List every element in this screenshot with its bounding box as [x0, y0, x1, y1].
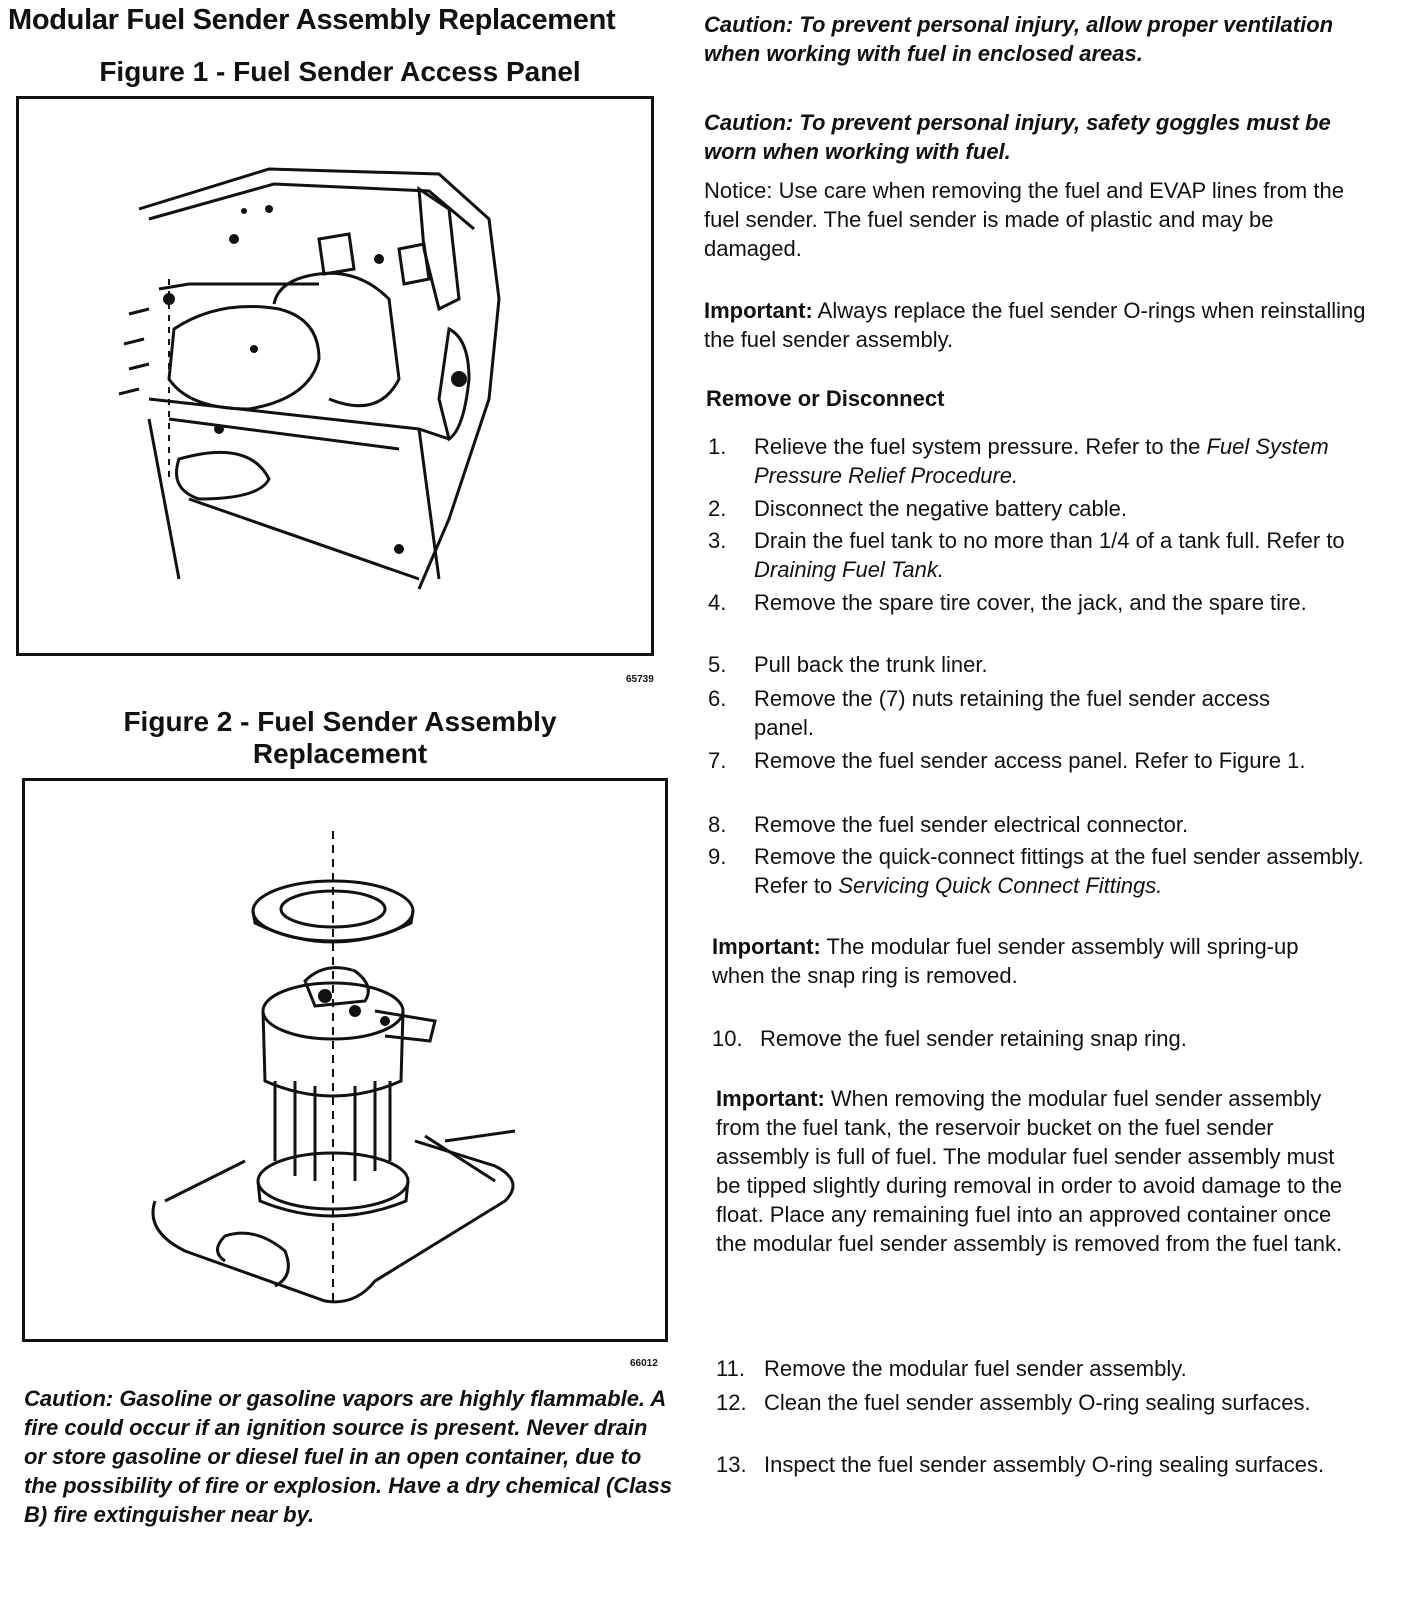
step-text: Relieve the fuel system pressure. Refer to the: [754, 434, 1207, 459]
step-number: 6.: [708, 686, 727, 711]
step-text: Remove the fuel sender retaining snap ring.: [760, 1026, 1187, 1051]
step-text: Remove the fuel sender electrical connector.: [754, 812, 1189, 837]
step-number: 9.: [708, 844, 727, 869]
step-text: Drain the fuel tank to no more than 1/4 of a tank full. Refer to: [754, 528, 1345, 553]
sender-assembly-drawing: [25, 781, 665, 1339]
step-number: 1.: [708, 434, 727, 459]
figure-1-title: Figure 1 - Fuel Sender Access Panel: [99, 56, 581, 87]
step-text: Remove the quick-connect fittings at the fuel sender assembly. Refer to: [754, 844, 1364, 898]
step-text: Clean the fuel sender assembly O-ring sealing surfaces.: [764, 1390, 1311, 1415]
step-number: 5.: [708, 652, 727, 677]
step-text: Pull back the trunk liner.: [754, 652, 988, 677]
important-orings: [704, 296, 1374, 354]
important-label: Important:: [704, 298, 813, 323]
step-reference: Draining Fuel Tank.: [754, 557, 944, 582]
step-text: Remove the fuel sender access panel. Refer to Figure 1.: [754, 748, 1306, 773]
figure-2-title-line1: Figure 2 - Fuel Sender Assembly: [123, 706, 557, 737]
step-text: Inspect the fuel sender assembly O-ring sealing surfaces.: [764, 1452, 1325, 1477]
important-text: Always replace the fuel sender O-rings when reinstalling the fuel sender assembly.: [704, 298, 1366, 352]
access-panel-drawing: [19, 99, 651, 653]
step-number: 8.: [708, 812, 727, 837]
document-title: Modular Fuel Sender Assembly Replacement: [8, 4, 616, 36]
important-text: When removing the modular fuel sender assembly from the fuel tank, the reservoir bucket on the fuel sender assembly is full of fuel. The modular fuel sender assembly must be tipped slightly during removal in order to avoid damage to the float. Place any remaining fuel into an approved container once the modular fuel sender assembly is removed from the fuel tank.: [716, 1086, 1343, 1256]
step-reference: Servicing Quick Connect Fittings.: [838, 873, 1163, 898]
step-number: 13.: [716, 1452, 747, 1477]
section-heading: Remove or Disconnect: [706, 386, 945, 411]
important-text: The modular fuel sender assembly will spring-up when the snap ring is removed.: [712, 934, 1299, 988]
figure-1-illustration: [16, 96, 654, 656]
step-reference: Fuel System Pressure Relief Procedure.: [754, 434, 1329, 488]
caution-gasoline: Caution: Gasoline or gasoline vapors are highly flammable. A fire could occur if an ignition source is present. Never drain or store gasoline or diesel fuel in an open container, due to the possibility of fire or explosion. Have a dry chemical (Class B) fire extinguisher near by.: [24, 1386, 672, 1527]
figure-2-title: [10, 706, 670, 770]
step-number: 4.: [708, 590, 727, 615]
important-spring-up: [712, 932, 1332, 990]
important-label: Important:: [712, 934, 821, 959]
important-label: Important:: [716, 1086, 825, 1111]
step-number: 3.: [708, 528, 727, 553]
step-number: 11.: [716, 1356, 745, 1381]
step-text: Remove the (7) nuts retaining the fuel sender access panel.: [754, 686, 1271, 740]
step-number: 12.: [716, 1390, 747, 1415]
caution-ventilation: Caution: To prevent personal injury, allow proper ventilation when working with fuel in enclosed areas.: [704, 12, 1334, 66]
figure-2-code: 66012: [630, 1358, 658, 1369]
step-text: Disconnect the negative battery cable.: [754, 496, 1128, 521]
important-removal: [716, 1084, 1356, 1258]
figure-1-code: 65739: [626, 674, 654, 685]
step-text: Remove the modular fuel sender assembly.: [764, 1356, 1187, 1381]
step-text: Remove the spare tire cover, the jack, and the spare tire.: [754, 590, 1307, 615]
step-number: 2.: [708, 496, 727, 521]
step-number: 10.: [712, 1026, 743, 1051]
figure-2-illustration: [22, 778, 668, 1342]
caution-goggles: Caution: To prevent personal injury, safety goggles must be worn when working with fuel.: [704, 110, 1331, 164]
step-number: 7.: [708, 748, 727, 773]
figure-2-title-line2: Replacement: [252, 738, 428, 769]
notice-text: Notice: Use care when removing the fuel and EVAP lines from the fuel sender. The fuel sender is made of plastic and may be damaged.: [704, 178, 1344, 261]
